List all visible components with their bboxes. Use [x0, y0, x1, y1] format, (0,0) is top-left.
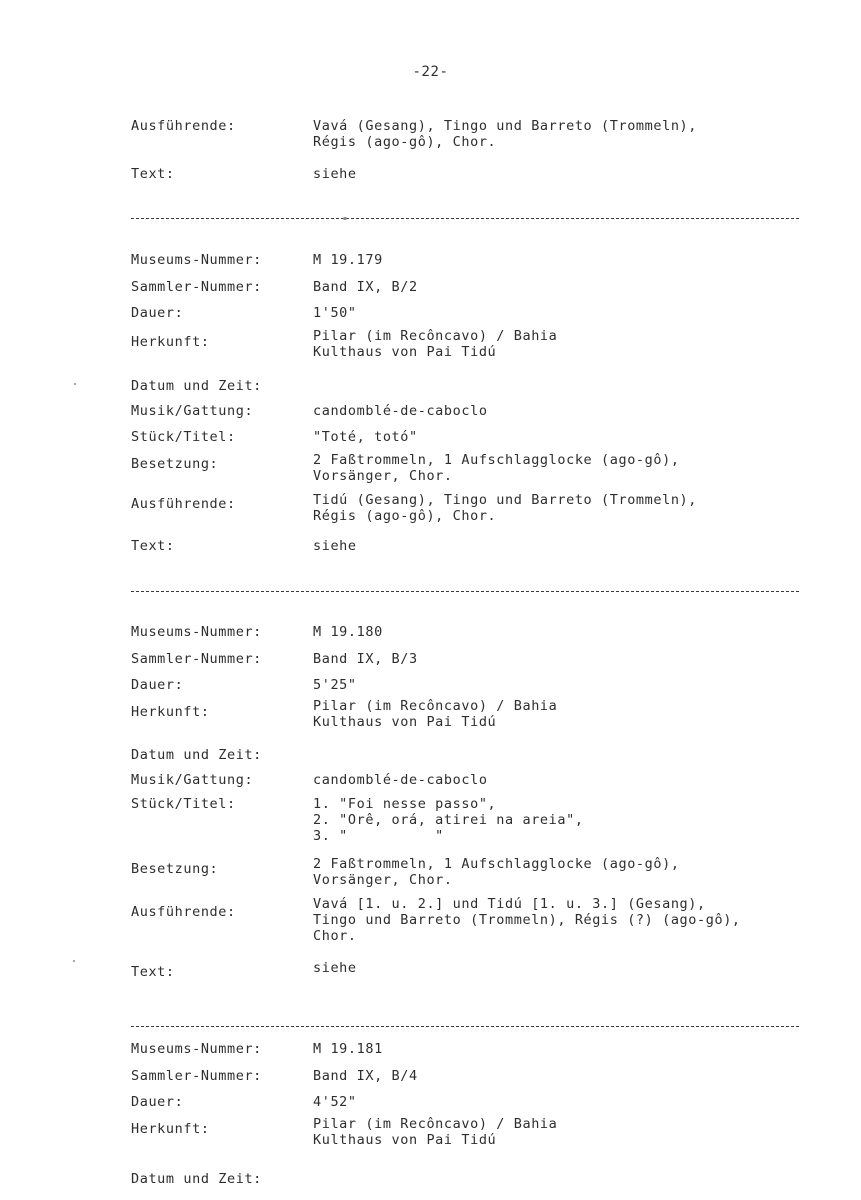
- herkunft-label: Herkunft:: [131, 1121, 210, 1137]
- titel-label: Stück/Titel:: [131, 429, 236, 445]
- besetzung-label: Besetzung:: [131, 456, 219, 472]
- museums-nummer-value: M 19.179: [313, 252, 383, 268]
- ausfuehrende-value: Tidú (Gesang), Tingo und Barreto (Trommeln), Régis (ago-gô), Chor.: [313, 492, 698, 524]
- sammler-nummer-label: Sammler-Nummer:: [131, 651, 262, 667]
- sammler-nummer-value: Band IX, B/4: [313, 1068, 418, 1084]
- scan-speck: [73, 960, 75, 962]
- titel-value: 1. "Foi nesse passo", 2. "Orê, orá, atirei na areia", 3. " ": [313, 796, 584, 844]
- gattung-value: candomblé-de-caboclo: [313, 403, 488, 419]
- datum-label: Datum und Zeit:: [131, 747, 262, 763]
- besetzung-value: 2 Faßtrommeln, 1 Aufschlagglocke (ago-gô), Vorsänger, Chor.: [313, 856, 680, 888]
- besetzung-value: 2 Faßtrommeln, 1 Aufschlagglocke (ago-gô), Vorsänger, Chor.: [313, 452, 680, 484]
- separator-line: [131, 1026, 799, 1027]
- sammler-nummer-label: Sammler-Nummer:: [131, 279, 262, 295]
- field-value: Vavá (Gesang), Tingo und Barreto (Trommeln), Régis (ago-gô), Chor.: [313, 118, 698, 150]
- herkunft-label: Herkunft:: [131, 704, 210, 720]
- page-number: -22-: [412, 64, 449, 80]
- dauer-value: 4'52": [313, 1094, 357, 1110]
- museums-nummer-label: Museums-Nummer:: [131, 252, 262, 268]
- field-label: Ausführende:: [131, 118, 236, 134]
- dauer-value: 1'50": [313, 305, 357, 321]
- dauer-label: Dauer:: [131, 677, 184, 693]
- text-value: siehe: [313, 538, 357, 554]
- herkunft-value: Pilar (im Recôncavo) / Bahia Kulthaus von Pai Tidú: [313, 1116, 558, 1148]
- ausfuehrende-label: Ausführende:: [131, 904, 236, 920]
- gattung-label: Musik/Gattung:: [131, 403, 254, 419]
- scan-speck: [74, 383, 76, 385]
- text-label: Text:: [131, 538, 175, 554]
- separator-line: [131, 218, 799, 219]
- field-value: siehe: [313, 166, 357, 182]
- datum-label: Datum und Zeit:: [131, 1171, 262, 1187]
- gattung-label: Musik/Gattung:: [131, 772, 254, 788]
- herkunft-value: Pilar (im Recôncavo) / Bahia Kulthaus von Pai Tidú: [313, 698, 558, 730]
- datum-label: Datum und Zeit:: [131, 378, 262, 394]
- sammler-nummer-label: Sammler-Nummer:: [131, 1068, 262, 1084]
- museums-nummer-value: M 19.180: [313, 624, 383, 640]
- titel-value: "Toté, totó": [313, 429, 418, 445]
- ausfuehrende-label: Ausführende:: [131, 496, 236, 512]
- sammler-nummer-value: Band IX, B/2: [313, 279, 418, 295]
- dauer-value: 5'25": [313, 677, 357, 693]
- ausfuehrende-value: Vavá [1. u. 2.] und Tidú [1. u. 3.] (Gesang), Tingo und Barreto (Trommeln), Régis (?) (ago-gô), Chor.: [313, 896, 741, 944]
- scan-speck: [343, 217, 347, 220]
- museums-nummer-value: M 19.181: [313, 1041, 383, 1057]
- text-label: Text:: [131, 964, 175, 980]
- herkunft-value: Pilar (im Recôncavo) / Bahia Kulthaus von Pai Tidú: [313, 328, 558, 360]
- titel-label: Stück/Titel:: [131, 796, 236, 812]
- text-value: siehe: [313, 960, 357, 976]
- dauer-label: Dauer:: [131, 305, 184, 321]
- separator-line: [131, 591, 799, 592]
- besetzung-label: Besetzung:: [131, 861, 219, 877]
- sammler-nummer-value: Band IX, B/3: [313, 651, 418, 667]
- field-label: Text:: [131, 166, 175, 182]
- herkunft-label: Herkunft:: [131, 334, 210, 350]
- museums-nummer-label: Museums-Nummer:: [131, 624, 262, 640]
- dauer-label: Dauer:: [131, 1094, 184, 1110]
- museums-nummer-label: Museums-Nummer:: [131, 1041, 262, 1057]
- gattung-value: candomblé-de-caboclo: [313, 772, 488, 788]
